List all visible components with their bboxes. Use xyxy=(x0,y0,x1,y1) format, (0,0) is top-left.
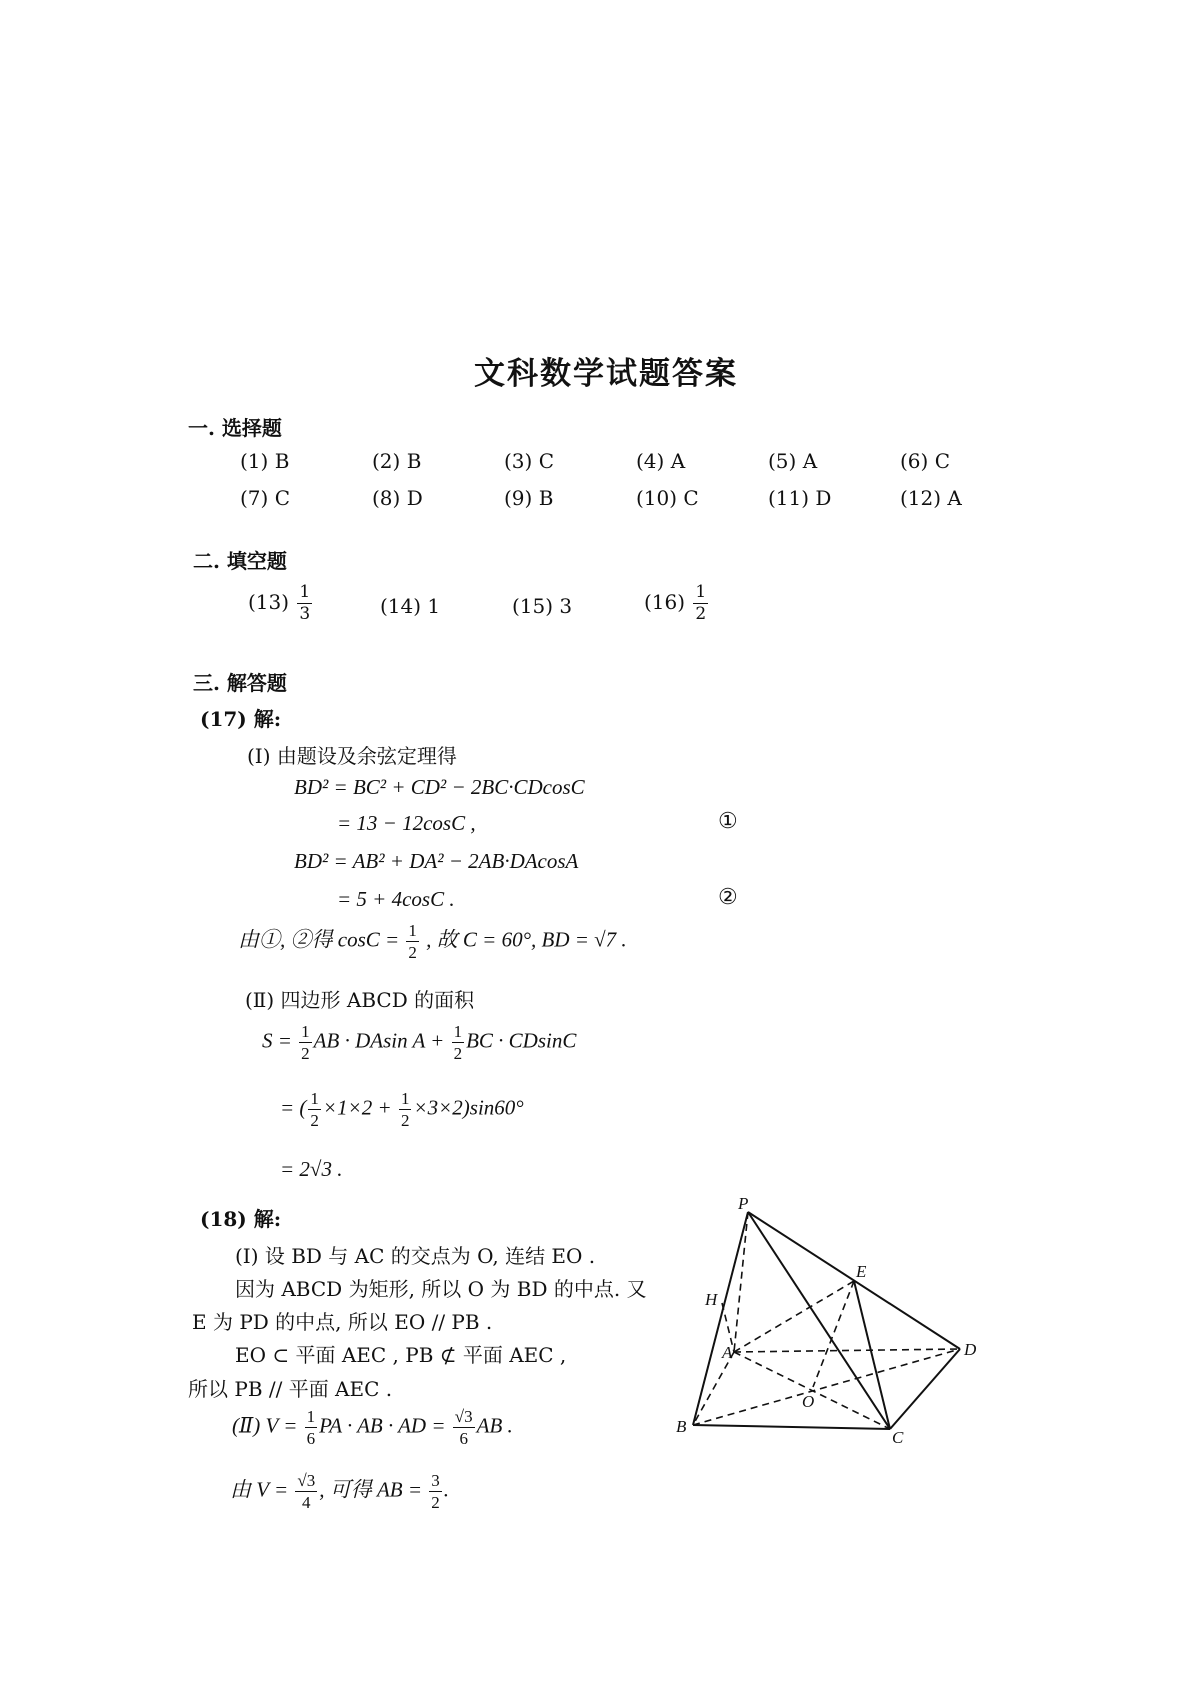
answer-item: (12) A xyxy=(900,486,962,510)
proof-line: EO ⊂ 平面 AEC , PB ⊄ 平面 AEC , xyxy=(235,1343,567,1367)
area-line-1: S = $\frac{1}{2}$ AB · DAsin A + $\frac{1}{2}$ BC · CDsinC xyxy=(262,1022,577,1063)
problem-17-part1-heading: (Ⅰ) 由题设及余弦定理得 xyxy=(247,744,457,768)
answer-item: (4) A xyxy=(636,449,686,473)
fill-answer-15: (15) 3 xyxy=(512,594,573,618)
fraction: $\frac{√3}{4}$ xyxy=(297,1471,316,1512)
equation-marker-2: ② xyxy=(718,885,738,910)
ab-result-line: 由 V = $\frac{√3}{4}$ , 可得 AB = $\frac{3}{2}$ . xyxy=(230,1471,450,1512)
edge-pb xyxy=(693,1212,748,1425)
edge-bc xyxy=(693,1425,890,1429)
fill-label: (16) xyxy=(644,590,686,614)
answer-item: (6) C xyxy=(900,449,950,473)
fraction: $\frac{1}{2}$ xyxy=(695,582,707,624)
edge-pd xyxy=(748,1212,960,1349)
vertex-label-c: C xyxy=(892,1428,904,1445)
proof-line: 因为 ABCD 为矩形, 所以 O 为 BD 的中点. 又 xyxy=(235,1277,647,1301)
edge-ad xyxy=(734,1349,960,1352)
fill-answer-14: (14) 1 xyxy=(380,594,441,618)
fill-label: (13) xyxy=(248,590,290,614)
fraction: $\frac{1}{2}$ xyxy=(453,1022,463,1063)
edge-ec xyxy=(854,1281,890,1429)
vertex-label-d: D xyxy=(964,1340,977,1359)
fraction: $\frac{1}{2}$ xyxy=(400,1089,410,1130)
problem-18-label: (18) 解: xyxy=(200,1207,282,1231)
answer-item: (2) B xyxy=(372,449,422,473)
problem-17-label: (17) 解: xyxy=(200,707,282,731)
fraction: $\frac{√3}{6}$ xyxy=(454,1407,473,1448)
answer-item: (10) C xyxy=(636,486,699,510)
section-heading-solution: 三. 解答题 xyxy=(193,671,287,695)
vertex-label-o: O xyxy=(802,1392,815,1411)
vertex-label-e: E xyxy=(856,1262,867,1281)
answer-item: (8) D xyxy=(372,486,423,510)
proof-line: E 为 PD 的中点, 所以 EO // PB . xyxy=(192,1310,493,1334)
vertex-label-b: B xyxy=(676,1417,687,1436)
area-line-3: = 2√3 . xyxy=(280,1157,343,1181)
fraction: $\frac{1}{2}$ xyxy=(310,1089,319,1130)
fraction: $\frac{3}{2}$ xyxy=(431,1471,440,1512)
proof-line: 所以 PB // 平面 AEC . xyxy=(188,1377,393,1401)
fraction: $\frac{1}{3}$ xyxy=(299,582,311,624)
answer-item: (3) C xyxy=(504,449,554,473)
edge-eo xyxy=(813,1281,854,1387)
fraction: $\frac{1}{6}$ xyxy=(306,1407,316,1448)
fill-answer-13 xyxy=(248,584,314,623)
page-title: 文科数学试题答案 xyxy=(474,356,738,392)
equation-line: = 13 − 12cosC , xyxy=(337,811,476,835)
pyramid-figure xyxy=(650,1195,990,1445)
edge-ae xyxy=(734,1281,854,1352)
edge-bd xyxy=(693,1349,960,1425)
answer-item: (5) A xyxy=(768,449,818,473)
equation-marker-1: ① xyxy=(718,809,738,834)
fill-answer-16 xyxy=(644,584,710,623)
area-line-2: = ( $\frac{1}{2}$ ×1×2 + $\frac{1}{2}$ ×3×2)sin60° xyxy=(280,1089,524,1130)
vertex-label-h: H xyxy=(705,1290,718,1309)
edge-pc xyxy=(748,1212,890,1429)
equation-line: BD² = AB² + DA² − 2AB·DAcosA xyxy=(294,849,579,873)
equation-line: = 5 + 4cosC . xyxy=(337,887,455,911)
problem-17-part2-heading: (Ⅱ) 四边形 ABCD 的面积 xyxy=(245,988,475,1012)
answer-item: (9) B xyxy=(504,486,554,510)
edge-cd xyxy=(890,1349,960,1429)
answer-item: (11) D xyxy=(768,486,832,510)
equation-line: BD² = BC² + CD² − 2BC·CDcosC xyxy=(294,775,585,799)
edge-pa xyxy=(734,1212,748,1352)
proof-line: (Ⅰ) 设 BD 与 AC 的交点为 O, 连结 EO . xyxy=(235,1244,596,1268)
fraction: $\frac{1}{2}$ xyxy=(408,921,417,962)
vertex-label-a: A xyxy=(722,1343,733,1362)
section-heading-fill: 二. 填空题 xyxy=(193,549,287,573)
answer-item: (7) C xyxy=(240,486,290,510)
volume-line: (Ⅱ) V = $\frac{1}{6}$ PA · AB · AD = $\frac{√3}{6}$ AB . xyxy=(232,1407,513,1448)
vertex-label-p: P xyxy=(738,1195,749,1213)
conclusion-line: 由①, ②得 cosC = $\frac{1}{2}$ , 故 C = 60°, BD = √7 . xyxy=(238,921,627,962)
answer-item: (1) B xyxy=(240,449,290,473)
edge-ab xyxy=(693,1352,734,1425)
section-heading-choice: 一. 选择题 xyxy=(188,416,282,440)
fraction: $\frac{1}{2}$ xyxy=(301,1022,310,1063)
